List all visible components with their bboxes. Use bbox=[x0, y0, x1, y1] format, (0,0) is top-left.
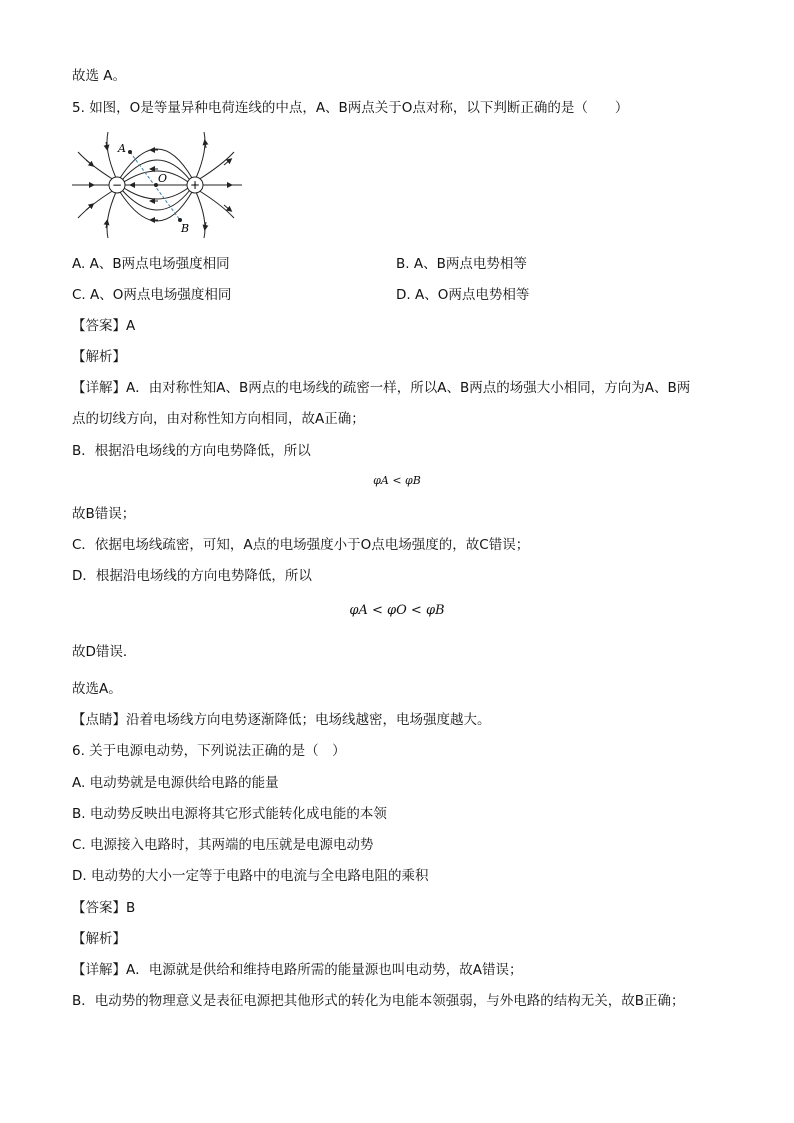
tip-5: 【点睛】沿着电场线方向电势逐渐降低；电场线越密，电场强度越大。 bbox=[72, 712, 491, 728]
negative-sign: − bbox=[111, 178, 123, 192]
question-text: 如图，O是等量异种电荷连线的中点，A、B两点关于O点对称，以下判断正确的是（ ） bbox=[89, 100, 629, 116]
field-line bbox=[120, 192, 192, 221]
analysis-5-heading: 【解析】 bbox=[72, 349, 126, 365]
detail-6-b: B．电动势的物理意义是表征电源把其他形式的转化为电能本领强弱，与外电路的结构无关，故B正确； bbox=[72, 993, 685, 1009]
analysis-6-heading: 【解析】 bbox=[72, 931, 126, 947]
electric-field-diagram bbox=[72, 130, 242, 240]
q6-option-a: A. 电动势就是电源供给电路的能量 bbox=[72, 775, 279, 791]
detail-5-line2: 点的切线方向，由对称性知方向相同，故A正确； bbox=[72, 411, 365, 427]
label-b: B bbox=[181, 222, 190, 235]
label-o: O bbox=[158, 172, 168, 185]
detail-5-d-end: 故D错误． bbox=[72, 644, 137, 660]
equation-2: φA < φO < φB bbox=[349, 603, 445, 618]
field-line bbox=[196, 192, 205, 238]
field-line bbox=[107, 132, 116, 178]
point-a bbox=[128, 150, 132, 154]
detail-5-c: C．依据电场线疏密，可知，A点的电场强度小于O点电场强度的，故C错误； bbox=[72, 537, 530, 553]
q6-option-d: D. 电动势的大小一定等于电路中的电流与全电路电阻的乘积 bbox=[72, 868, 429, 884]
select-5: 故选A。 bbox=[72, 681, 122, 697]
equation-1: φA < φB bbox=[373, 474, 421, 487]
question-6: 6. 关于电源电动势，下列说法正确的是（ ） bbox=[72, 743, 346, 759]
detail-5-b-end: 故B错误； bbox=[72, 506, 136, 522]
field-line bbox=[124, 171, 188, 182]
detail-5-d: D．根据沿电场线的方向电势降低，所以 bbox=[72, 568, 312, 584]
q6-option-b: B. 电动势反映出电源将其它形式能转化成电能的本领 bbox=[72, 806, 387, 822]
field-line bbox=[196, 132, 205, 178]
answer-6: 【答案】B bbox=[72, 900, 136, 916]
answer-5: 【答案】A bbox=[72, 318, 136, 334]
field-line bbox=[107, 192, 116, 238]
detail-5-line1: 【详解】A．由对称性知A、B两点的电场线的疏密一样，所以A、B两点的场强大小相同，方向为A、B两 bbox=[72, 380, 691, 396]
q6-option-c: C. 电源接入电路时，其两端的电压就是电源电动势 bbox=[72, 837, 374, 853]
text-line: 故选 A。 bbox=[72, 68, 127, 84]
option-a: A. A、B两点电场强度相同 bbox=[72, 256, 230, 272]
field-line bbox=[124, 188, 188, 199]
option-b: B. A、B两点电势相等 bbox=[396, 256, 527, 272]
positive-sign: + bbox=[189, 178, 201, 192]
question-5 bbox=[72, 98, 628, 118]
label-a: A bbox=[118, 142, 126, 155]
option-d: D. A、O两点电势相等 bbox=[396, 287, 530, 303]
question-number: 5. bbox=[72, 100, 85, 116]
detail-5-b: B．根据沿电场线的方向电势降低，所以 bbox=[72, 443, 311, 459]
detail-6-a: 【详解】A．电源就是供给和维持电路所需的能量源也叫电动势，故A错误； bbox=[72, 962, 523, 978]
option-c: C. A、O两点电场强度相同 bbox=[72, 287, 232, 303]
